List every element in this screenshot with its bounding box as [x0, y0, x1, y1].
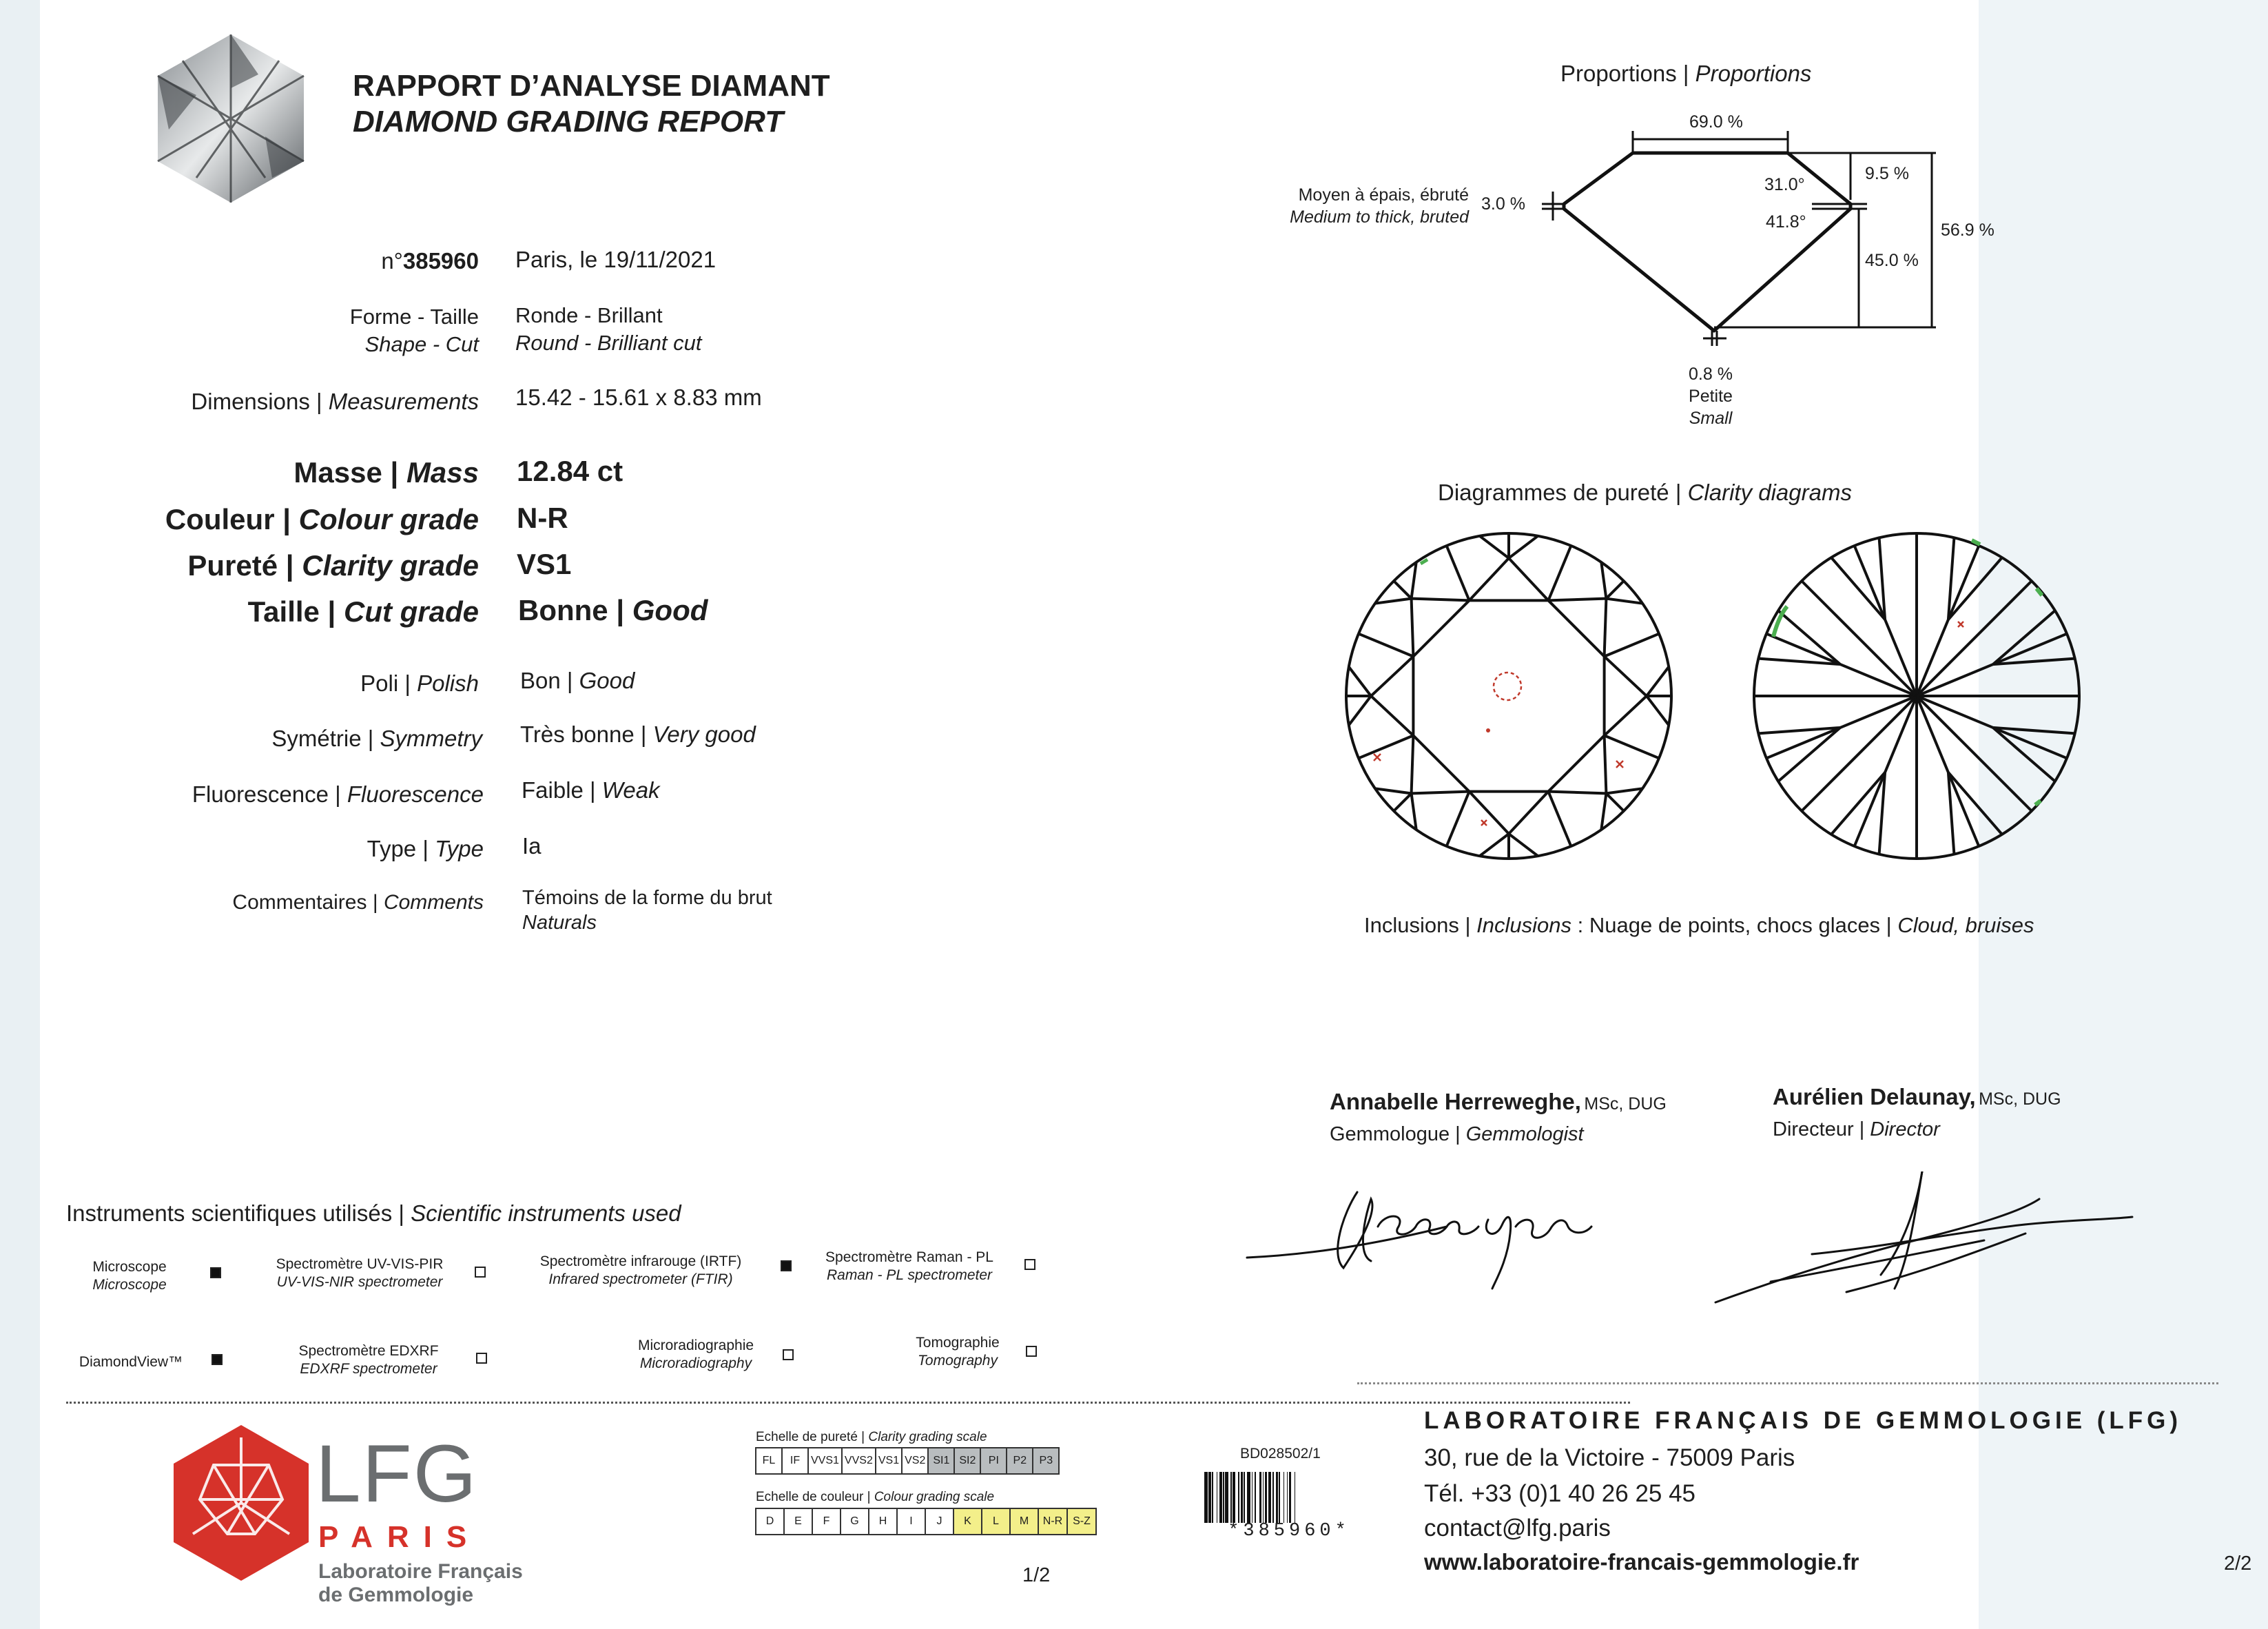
colour-scale-cell: F	[812, 1508, 841, 1535]
bruise-mark	[1958, 622, 1963, 627]
instrument-checkbox-edxrf	[476, 1353, 487, 1364]
barcode-reference: BD028502/1	[1240, 1446, 1321, 1462]
lower-girdle-facet	[1993, 611, 2075, 664]
inclusions-summary: Inclusions | Inclusions : Nuage de points, chocs glaces | Cloud, bruises	[1364, 913, 2034, 937]
page-number-left: 1/2	[1022, 1564, 1051, 1586]
colour-scale-cell: N-R	[1038, 1508, 1067, 1535]
report-number-label: n°385960	[381, 248, 479, 274]
instrument-checkbox-microscope	[210, 1267, 221, 1278]
pavilion-main-edge	[1917, 581, 2032, 696]
fluorescence-value: Faible | Weak	[522, 777, 660, 803]
colour-scale-cell: D	[756, 1508, 784, 1535]
lower-girdle-facet	[1831, 537, 1885, 619]
instrument-microradiography: Microradiographie Microradiography	[637, 1338, 754, 1371]
upper-girdle-edge	[1606, 793, 1623, 810]
colour-scale-cell: K	[953, 1508, 982, 1535]
colour-scale-cell: M	[1010, 1508, 1038, 1535]
instrument-edxrf: Spectromètre EDXRF EDXRF spectrometer	[298, 1343, 439, 1377]
shape-label: Forme - Taille Shape - Cut	[349, 305, 479, 356]
clarity-scale-cell: P3	[1033, 1448, 1059, 1474]
dimensions-label: Dimensions | Measurements	[191, 389, 479, 414]
instruments-title: Instruments scientifiques utilisés | Scientific instruments used	[66, 1200, 681, 1226]
clarity-scale-cell: VVS2	[842, 1448, 876, 1474]
kite-edge	[1447, 546, 1470, 600]
lab-name: LABORATOIRE FRANÇAIS DE GEMMOLOGIE (LFG)	[1424, 1407, 2183, 1434]
polish-value: Bon | Good	[520, 668, 635, 693]
girdle-description: Moyen à épais, ébruté Medium to thick, bruted	[1290, 185, 1469, 227]
total-depth-percent: 56.9 %	[1941, 221, 1994, 240]
colour-scale-cell: G	[841, 1508, 869, 1535]
instrument-checkbox-raman	[1024, 1259, 1035, 1270]
type-value: Ia	[522, 833, 542, 859]
barcode-bar	[1295, 1472, 1297, 1523]
instrument-tomography: Tomographie Tomography	[916, 1335, 1000, 1369]
report-title-fr: RAPPORT D’ANALYSE DIAMANT	[353, 69, 830, 103]
upper-girdle-edge	[1394, 793, 1411, 810]
director-name: Aurélien Delaunay, MSc, DUG	[1773, 1084, 2061, 1109]
star-facet	[1470, 792, 1549, 834]
kite-edge	[1359, 634, 1413, 657]
comments-label: Commentaires | Comments	[232, 891, 484, 914]
colour-grading-scale	[755, 1508, 1097, 1535]
instrument-checkbox-uv-vis-nir	[475, 1267, 486, 1278]
lab-address: 30, rue de la Victoire - 75009 Paris	[1424, 1444, 1795, 1471]
star-facet	[1605, 657, 1647, 736]
shape-value: Ronde - Brillant Round - Brilliant cut	[515, 303, 702, 355]
gemmologist-signature	[1240, 1171, 1626, 1295]
kite-edge	[1359, 735, 1413, 758]
proportions-title: Proportions | Proportions	[1560, 61, 1812, 86]
symmetry-label: Symétrie | Symmetry	[271, 726, 482, 751]
instrument-microscope: Microscope Microscope	[92, 1259, 167, 1293]
lab-email[interactable]: contact@lfg.paris	[1424, 1515, 1611, 1541]
diamond-logo-icon	[155, 33, 307, 204]
clarity-grading-scale	[755, 1447, 1060, 1475]
director-role: Directeur | Director	[1773, 1118, 1940, 1140]
clarity-diagrams-title: Diagrammes de pureté | Clarity diagrams	[1438, 480, 1852, 505]
footer-separator	[66, 1402, 1630, 1404]
lower-girdle-facet	[1758, 728, 1840, 781]
colour-scale-label: Echelle de couleur | Colour grading scale	[756, 1490, 995, 1504]
clarity-value: VS1	[517, 548, 572, 580]
colour-scale-cell: E	[784, 1508, 812, 1535]
mass-label: Masse | Mass	[293, 456, 479, 489]
colour-label: Couleur | Colour grade	[165, 503, 479, 535]
director-signature	[1709, 1171, 2136, 1309]
pavilion-clarity-diagram	[1744, 524, 2089, 868]
clarity-scale-cell: FL	[756, 1448, 782, 1474]
cut-grade-label: Taille | Cut grade	[247, 595, 479, 628]
lower-girdle-facet	[1758, 611, 1840, 664]
culet-description: 0.8 % Petite Small	[1689, 365, 1733, 428]
lower-girdle-facet	[1948, 772, 2002, 854]
lower-girdle-facet	[1831, 772, 1885, 854]
colour-scale-cell: S-Z	[1067, 1508, 1096, 1535]
dimensions-value: 15.42 - 15.61 x 8.83 mm	[515, 385, 762, 410]
lab-phone: Tél. +33 (0)1 40 26 25 45	[1424, 1480, 1696, 1507]
cut-grade-value: Bonne | Good	[518, 594, 708, 626]
kite-edge	[1548, 546, 1571, 600]
fluorescence-label: Fluorescence | Fluorescence	[192, 781, 484, 807]
instrument-checkbox-tomography	[1026, 1346, 1037, 1357]
kite-edge	[1548, 792, 1571, 846]
crown-height-percent: 9.5 %	[1865, 164, 1909, 183]
clarity-label: Pureté | Clarity grade	[187, 549, 479, 582]
gemmologist-name: Annabelle Herreweghe, MSc, DUG	[1330, 1089, 1667, 1114]
pinpoint-mark	[1486, 728, 1490, 732]
polish-label: Poli | Polish	[360, 670, 479, 696]
mass-value: 12.84 ct	[517, 455, 623, 487]
symmetry-value: Très bonne | Very good	[520, 721, 756, 747]
lfg-logo-subtitle: Laboratoire Français de Gemmologie	[318, 1560, 523, 1606]
report-title-en: DIAMOND GRADING REPORT	[353, 105, 783, 139]
clarity-scale-cell: P2	[1007, 1448, 1033, 1474]
crown-clarity-diagram	[1337, 524, 1681, 868]
lower-girdle-facet	[1993, 728, 2075, 781]
star-facet	[1470, 558, 1549, 600]
comments-value: Témoins de la forme du brut Naturals	[522, 887, 772, 934]
star-facet	[1371, 657, 1413, 736]
upper-girdle-edge	[1394, 581, 1411, 598]
pavilion-main-edge	[1802, 696, 1917, 811]
clarity-scale-label: Echelle de pureté | Clarity grading scale	[756, 1430, 987, 1444]
proportions-diagram	[1523, 103, 1977, 351]
pavilion-depth-percent: 45.0 %	[1865, 251, 1919, 270]
lfg-logo-paris: PARIS	[318, 1520, 482, 1554]
clarity-scale-cell: SI1	[928, 1448, 954, 1474]
table-facet	[1413, 600, 1604, 791]
pavilion-main-edge	[1917, 696, 2032, 811]
clarity-scale-cell: VS1	[876, 1448, 902, 1474]
clarity-scale-cell: IF	[782, 1448, 808, 1474]
lfg-logo-icon	[172, 1424, 310, 1582]
page-margin-left	[0, 0, 40, 1629]
lower-girdle-facet	[1948, 537, 2002, 619]
kite-edge	[1605, 735, 1659, 758]
barcode-text: *385960*	[1228, 1521, 1350, 1541]
instrument-ftir: Spectromètre infrarouge (IRTF) Infrared spectrometer (FTIR)	[539, 1253, 742, 1287]
table-percent: 69.0 %	[1689, 112, 1743, 132]
clarity-scale-cell: PI	[980, 1448, 1007, 1474]
colour-scale-cell: I	[897, 1508, 925, 1535]
upper-girdle-edge	[1606, 581, 1623, 598]
type-label: Type | Type	[367, 836, 484, 861]
clarity-scale-cell: VVS1	[808, 1448, 842, 1474]
colour-scale-cell: H	[869, 1508, 897, 1535]
report-date: Paris, le 19/11/2021	[515, 247, 717, 272]
cloud-inclusion-mark	[1494, 673, 1521, 700]
colour-scale-cell: J	[925, 1508, 953, 1535]
gemmologist-role: Gemmologue | Gemmologist	[1330, 1123, 1584, 1145]
pavilion-main-edge	[1802, 581, 1917, 696]
clarity-scale-cell: SI2	[954, 1448, 980, 1474]
instrument-raman: Spectromètre Raman - PL Raman - PL spectrometer	[825, 1249, 993, 1283]
colour-scale-cell: L	[982, 1508, 1010, 1535]
colour-value: N-R	[517, 502, 568, 534]
kite-edge	[1605, 634, 1659, 657]
instrument-diamondview: DiamondView™	[79, 1354, 183, 1370]
instrument-checkbox-microradiography	[783, 1349, 794, 1360]
barcode	[1204, 1472, 1374, 1523]
girdle-percent: 3.0 %	[1481, 194, 1525, 214]
clarity-scale-cell: VS2	[902, 1448, 928, 1474]
instrument-checkbox-ftir	[781, 1260, 792, 1271]
footer-separator-upper	[1357, 1382, 2218, 1384]
instrument-uv-vis-nir: Spectromètre UV-VIS-PIR UV-VIS-NIR spectrometer	[276, 1256, 444, 1290]
pavilion-angle: 41.8°	[1766, 212, 1806, 232]
page-number-right: 2/2	[2224, 1553, 2252, 1575]
instrument-checkbox-diamondview	[212, 1354, 223, 1365]
lfg-logo-text: LFG	[316, 1428, 478, 1519]
kite-edge	[1447, 792, 1470, 846]
crown-angle: 31.0°	[1764, 175, 1805, 194]
lab-website[interactable]: www.laboratoire-francais-gemmologie.fr	[1424, 1549, 1859, 1575]
